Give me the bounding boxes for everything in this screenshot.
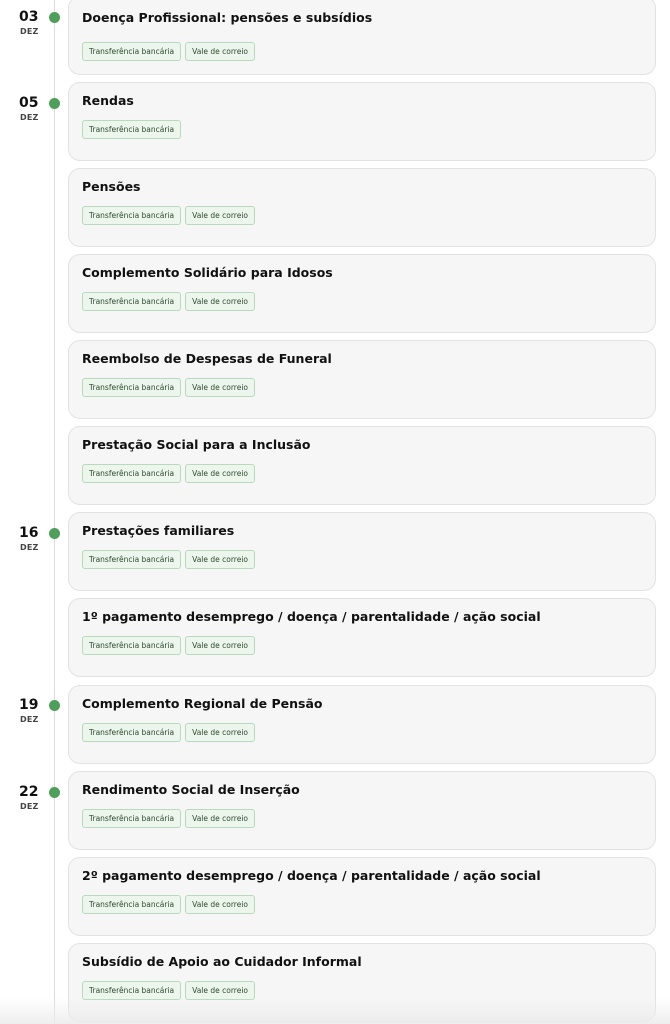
timeline-dot-icon [49,700,60,711]
date-month: DEZ [20,715,39,724]
tag-bank-transfer: Transferência bancária [82,292,181,311]
date-marker [0,9,56,39]
date-day: 16 [19,525,39,541]
timeline-dot-icon [49,528,60,539]
date-marker [0,525,56,555]
tag-bank-transfer: Transferência bancária [82,42,181,61]
tag-bank-transfer: Transferência bancária [82,809,181,828]
payment-card[interactable] [68,0,656,75]
payment-card[interactable] [68,598,656,677]
tag-bank-transfer: Transferência bancária [82,206,181,225]
payment-method-tags [82,42,255,61]
tag-postal-order: Vale de correio [185,206,255,225]
card-title: Prestações familiares [82,523,235,538]
card-title: Complemento Solidário para Idosos [82,265,333,280]
tag-bank-transfer: Transferência bancária [82,550,181,569]
date-month: DEZ [20,543,39,552]
payment-method-tags [82,378,255,397]
card-title: Prestação Social para a Inclusão [82,437,311,452]
payment-card[interactable] [68,254,656,333]
bottom-fade-overlay [0,998,670,1024]
card-title: Reembolso de Despesas de Funeral [82,351,332,366]
timeline-dot-icon [49,12,60,23]
date-month: DEZ [20,802,39,811]
tag-bank-transfer: Transferência bancária [82,636,181,655]
payment-card[interactable] [68,857,656,936]
card-title: Complemento Regional de Pensão [82,696,323,711]
tag-bank-transfer: Transferência bancária [82,723,181,742]
payment-method-tags [82,809,255,828]
tag-bank-transfer: Transferência bancária [82,895,181,914]
card-title: Rendimento Social de Inserção [82,782,300,797]
card-title: Pensões [82,179,141,194]
timeline-line [54,0,55,1024]
payment-method-tags [82,550,255,569]
date-day: 19 [19,697,39,713]
timeline-dot-icon [49,787,60,798]
tag-postal-order: Vale de correio [185,636,255,655]
tag-postal-order: Vale de correio [185,809,255,828]
card-title: 1º pagamento desemprego / doença / parentalidade / ação social [82,609,541,624]
payment-card[interactable] [68,771,656,850]
payment-method-tags [82,636,255,655]
card-title: Rendas [82,93,134,108]
timeline-dot-icon [49,98,60,109]
card-title: 2º pagamento desemprego / doença / parentalidade / ação social [82,868,541,883]
payment-method-tags [82,120,181,139]
payment-card[interactable] [68,512,656,591]
payment-card[interactable] [68,82,656,161]
date-marker [0,95,56,125]
payment-method-tags [82,895,255,914]
payment-method-tags [82,464,255,483]
tag-bank-transfer: Transferência bancária [82,378,181,397]
tag-bank-transfer: Transferência bancária [82,981,181,1000]
card-title: Doença Profissional: pensões e subsídios [82,10,373,25]
date-day: 05 [19,95,39,111]
date-month: DEZ [20,113,39,122]
tag-postal-order: Vale de correio [185,895,255,914]
tag-postal-order: Vale de correio [185,723,255,742]
date-marker [0,697,56,727]
tag-bank-transfer: Transferência bancária [82,120,181,139]
payment-card[interactable] [68,340,656,419]
date-day: 03 [19,9,39,25]
card-title: Subsídio de Apoio ao Cuidador Informal [82,954,362,969]
tag-postal-order: Vale de correio [185,378,255,397]
tag-postal-order: Vale de correio [185,464,255,483]
payment-method-tags [82,292,255,311]
tag-bank-transfer: Transferência bancária [82,464,181,483]
tag-postal-order: Vale de correio [185,292,255,311]
tag-postal-order: Vale de correio [185,550,255,569]
payment-method-tags [82,206,255,225]
tag-postal-order: Vale de correio [185,42,255,61]
tag-postal-order: Vale de correio [185,981,255,1000]
date-day: 22 [19,784,39,800]
payment-card[interactable] [68,426,656,505]
date-month: DEZ [20,27,39,36]
payment-card[interactable] [68,685,656,764]
date-marker [0,784,56,814]
payment-method-tags [82,723,255,742]
payment-card[interactable] [68,168,656,247]
